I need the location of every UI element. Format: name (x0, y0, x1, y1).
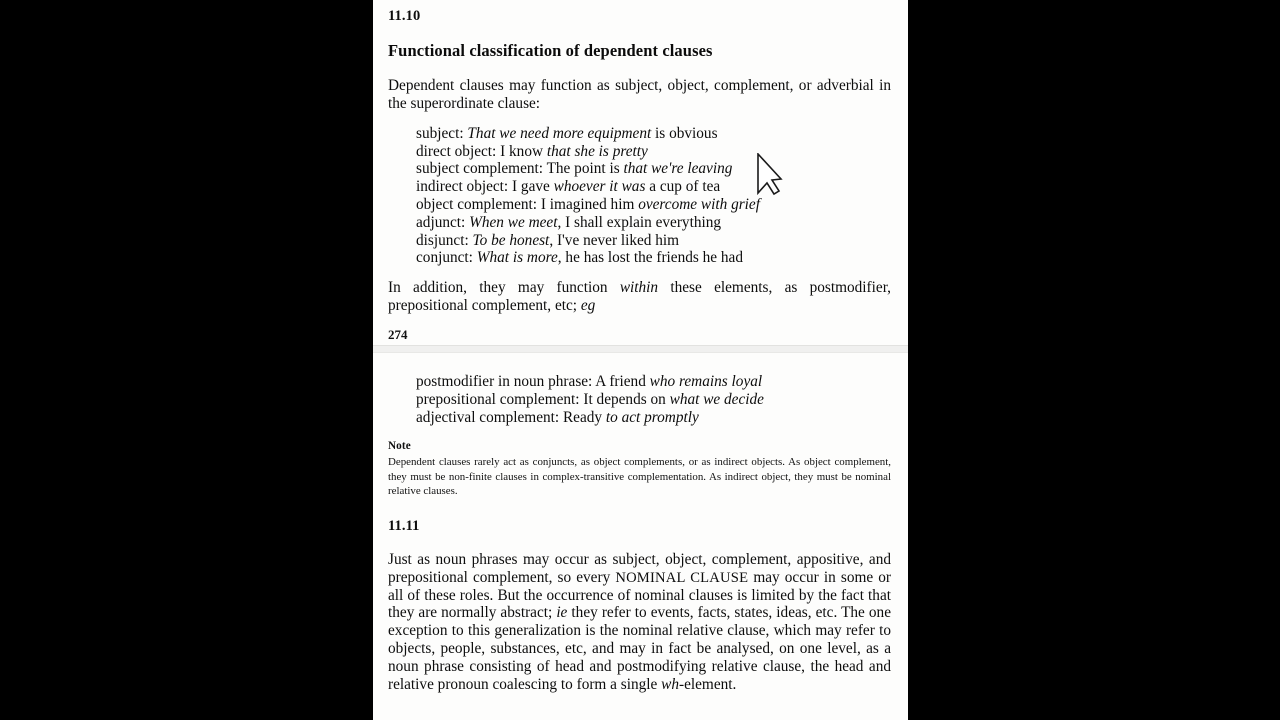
example-item: disjunct: To be honest, I've never liked him (416, 231, 680, 249)
example-item: object complement: I imagined him overcome with grief (416, 196, 760, 214)
section-number-11-10: 11.10 (388, 8, 421, 24)
section-number-11-11: 11.11 (388, 517, 420, 534)
note-text: Dependent clauses rarely act as conjuncts, as object complements, or as indirect objects. As object complement, they must be non-finite clauses in complex-transitive complementation. As indirect object, they must be nominal relative clauses. (388, 456, 891, 497)
section-title: Functional classification of dependent clauses (388, 41, 713, 60)
nominal-clause-term: NOMINAL CLAUSE (615, 569, 749, 586)
example-item: postmodifier in noun phrase: A friend who remains loyal (416, 373, 763, 390)
example-item: conjunct: What is more, he has lost the friends he had (416, 249, 743, 267)
example-item: adjectival complement: Ready to act promptly (416, 408, 699, 426)
intro-paragraph: Dependent clauses may function as subject, object, complement, or adverbial in the superordinate clause: (388, 77, 891, 112)
nominal-clause-paragraph: Just as noun phrases may occur as subject, object, complement, appositive, and prepositional complement, so every NOMINAL CLAUSE may occur in some or all of these roles. But the occurrence of nominal clauses is limited by the fact that they are normally abstract; ie they refer to events, facts, states, ideas, etc. The one exception to this generalization is the nominal relative clause, which may refer to objects, people, substances, etc, and may in fact be analysed, on one level, as a noun phrase consisting of head and postmodifying relative clause, the head and relative pronoun coalescing to form a single wh-element. (388, 550, 892, 694)
example-item: direct object: I know that she is pretty (416, 142, 648, 160)
example-item: subject complement: The point is that we're leaving (416, 160, 733, 178)
example-item: adjunct: When we meet, I shall explain everything (416, 213, 722, 231)
example-item: subject: That we need more equipment is obvious (416, 124, 718, 142)
example-item: indirect object: I gave whoever it was a cup of tea (416, 178, 721, 196)
page-folio-number: 274 (388, 327, 408, 343)
closing-paragraph: In addition, they may function within these elements, as postmodifier, prepositional complement, etc; eg (388, 279, 891, 315)
document-page-column (373, 0, 908, 720)
page-break-divider (373, 345, 908, 353)
note-label: Note (388, 440, 411, 453)
clause-function-example-list-top (388, 125, 891, 268)
clause-function-example-list-bottom (388, 373, 891, 426)
document-page-275 (373, 353, 908, 720)
example-item: prepositional complement: It depends on what we decide (416, 390, 764, 408)
document-page-274 (373, 0, 908, 345)
